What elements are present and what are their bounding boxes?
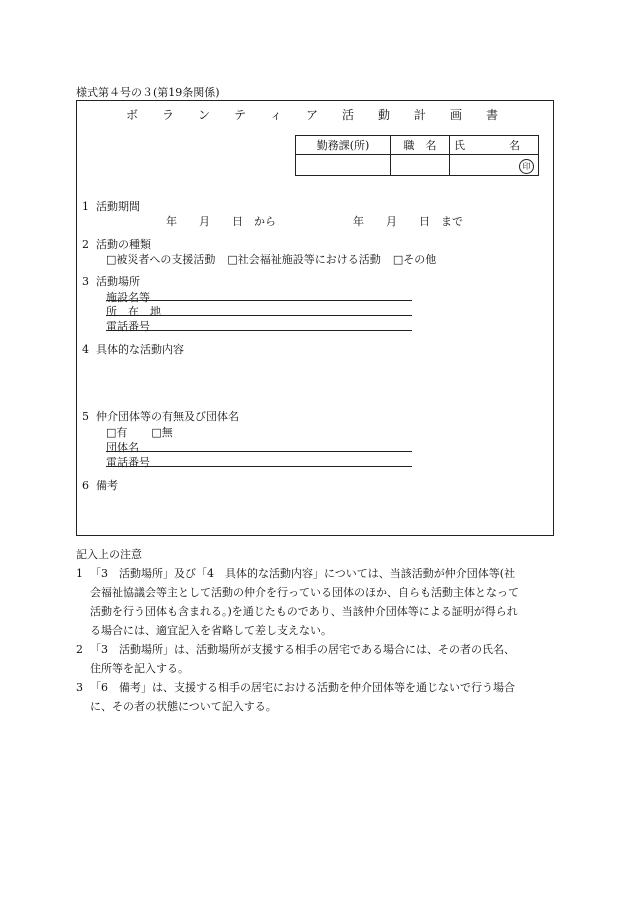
facility-name-line[interactable] — [106, 300, 412, 301]
option-yes[interactable]: □有 — [106, 426, 128, 439]
section-4-heading: 4 具体的な活動内容 — [82, 343, 184, 356]
activity-period-line: 年 月 日 から 年 月 日 まで — [166, 215, 463, 228]
organization-name-line[interactable] — [106, 451, 412, 452]
note-1-line-3: 活動を行う団体も含まれる。)を通じたものであり、当該仲介団体等による証明が得られ — [90, 605, 518, 618]
note-1-line-4: る場合には、適宜記入を省略して差し支えない。 — [90, 624, 332, 637]
note-2-number: 2 — [76, 643, 83, 656]
field-organization-name: 団体名 — [106, 441, 139, 454]
notes-heading: 記入上の注意 — [76, 548, 142, 561]
header-department: 勤務課(所) — [296, 136, 391, 155]
header-name: 氏 名 — [450, 136, 539, 155]
note-2-line-1: 「3 活動場所」は、活動場所が支援する相手の居宅である場合には、その者の氏名、 — [90, 643, 515, 656]
organization-phone-line[interactable] — [106, 466, 412, 467]
phone-line[interactable] — [106, 330, 412, 331]
field-address: 所 在 地 — [106, 305, 161, 318]
form-number-label: 様式第４号の３(第19条関係) — [76, 86, 220, 99]
document-title: ボ ラ ン テ ィ ア 活 動 計 画 書 — [125, 108, 504, 122]
section-3-heading: 3 活動場所 — [82, 275, 140, 288]
department-cell[interactable] — [296, 155, 391, 176]
option-disaster-support[interactable]: □被災者への支援活動 — [106, 253, 216, 266]
section-2-heading: 2 活動の種類 — [82, 238, 151, 251]
note-1-line-2: 会福祉協議会等主として活動の仲介を行っている団体のほか、自らも活動主体となって — [90, 586, 519, 599]
section-1-heading: 1 活動期間 — [82, 200, 140, 213]
field-facility-name: 施設名等 — [106, 291, 150, 304]
field-organization-phone: 電話番号 — [106, 456, 150, 469]
note-1-number: 1 — [76, 567, 83, 580]
activity-type-options — [106, 251, 436, 267]
note-2-line-2: 住所等を記入する。 — [90, 662, 189, 675]
section-6-heading: 6 備考 — [82, 479, 118, 492]
note-1-line-1: 「3 活動場所」及び「4 具体的な活動内容」については、当該活動が仲介団体等(社 — [90, 567, 516, 580]
option-no[interactable]: □無 — [151, 426, 173, 439]
note-3-line-1: 「6 備考」は、支援する相手の居宅における活動を仲介団体等を通じないで行う場合 — [90, 681, 515, 694]
name-cell[interactable] — [450, 155, 539, 176]
option-welfare-facility[interactable]: □社会福祉施設等における活動 — [227, 253, 381, 266]
section-5-heading: 5 仲介団体等の有無及び団体名 — [82, 410, 239, 423]
note-3-line-2: に、その者の状態について記入する。 — [90, 700, 277, 713]
position-cell[interactable] — [391, 155, 450, 176]
seal-icon: 印 — [519, 159, 534, 174]
note-3-number: 3 — [76, 681, 83, 694]
address-line[interactable] — [106, 315, 412, 316]
header-position: 職 名 — [391, 136, 450, 155]
field-phone: 電話番号 — [106, 320, 150, 333]
intermediary-options — [106, 424, 173, 440]
option-other[interactable]: □その他 — [392, 253, 437, 266]
signature-table — [295, 135, 539, 176]
